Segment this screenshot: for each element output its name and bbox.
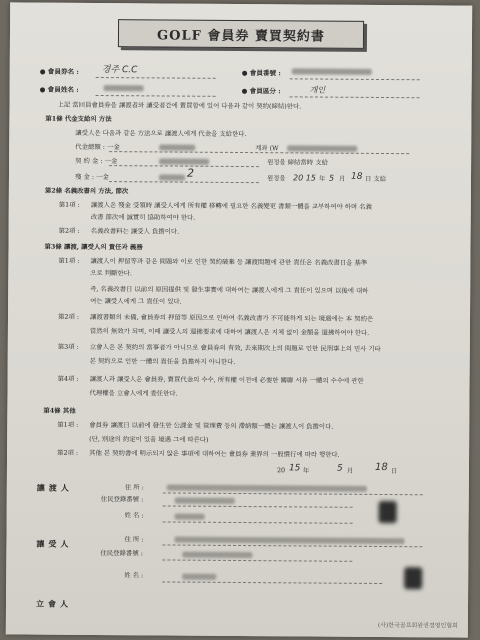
buyer-seal: [404, 567, 422, 589]
date-day: 18: [374, 461, 388, 474]
article1-contract-note: 원정을 締結當時 支給: [267, 158, 329, 167]
seller-name-line: [163, 521, 353, 523]
article3-p4-label: 第4項 :: [57, 374, 79, 383]
seller-id-line: [163, 505, 353, 507]
buyer-name-label: 姓 名 :: [124, 571, 144, 580]
article2-p1-label: 第1項 :: [58, 200, 80, 209]
article1-balance-month: 5: [328, 173, 335, 183]
article1-balance-day-suffix: 日 支給: [364, 174, 387, 184]
seller-address-label: 住 所 :: [124, 483, 144, 492]
seller-address-redacted: [167, 485, 367, 492]
article4-p1-text2: (단, 別途의 約定이 있을 境遇 그에 따른다): [89, 434, 209, 444]
article3-p2-text: 讓渡書類의 未備, 會員券의 押留等 原因으로 인하여 名義改書가 不可能하게 되는 境遇에는 本 契約은: [89, 312, 374, 323]
article2-title: 第2條 名義改書의 方法, 節次: [44, 186, 129, 196]
member-no-line: [290, 78, 420, 80]
article1-contract-line: [109, 165, 259, 167]
seller-address-line: [163, 492, 423, 495]
date-month-suffix: 月: [346, 466, 354, 475]
article3-p1-label: 第1項 :: [58, 256, 80, 265]
member-club-label: ● 會員券名 :: [39, 67, 79, 76]
article3-p2-text2: 當然히 無效가 되며, 이때 讓受人의 還拂要求에 대하여 讓渡人은 지체 없이 金額을 還拂하여야 한다.: [89, 326, 370, 337]
article1-text: 讓受人은 다음과 같은 方法으로 讓渡人에게 代金을 支給한다.: [75, 128, 247, 139]
member-type-label: ● 會員區分 :: [241, 87, 281, 96]
article3-p3-label: 第3項 :: [57, 342, 79, 351]
article4-p2-text: 其他 본 契約書에 明示되지 않은 事項에 대하여는 會員券 業界의 一般慣行에 따라 행한다.: [89, 448, 340, 459]
article1-title: 第1條 代金支給의 方法: [45, 114, 112, 124]
buyer-id-redacted: [182, 552, 252, 558]
article1-account-label: 계좌 (W: [255, 144, 279, 153]
article3-p3-text2: 본 契約으로 인한 一體의 責任을 負擔하지 아니한다.: [89, 356, 236, 366]
buyer-name-line: [162, 581, 382, 584]
article1-balance-day: 18: [350, 171, 363, 182]
member-no-redacted: [292, 68, 372, 75]
article1-balance-redacted: [159, 174, 185, 180]
article3-p4-text2: 代理權을 立會人에게 委任한다.: [89, 388, 178, 398]
member-name-label: ● 會員姓名 :: [39, 85, 79, 94]
date-prefix: 20: [276, 466, 286, 475]
intro-text: 上記 當回員會員券을 讓渡者와 讓受者간에 賣買함에 있어 다음과 같이 契約(締結)한다.: [57, 100, 302, 111]
article3-title: 第3條 讓渡, 讓受人의 責任과 義務: [44, 242, 143, 252]
footer-association: (사)한국골프회원권경영인협회: [377, 621, 458, 630]
member-club-line: [96, 77, 216, 79]
article1-balance-year-suffix: 年: [318, 174, 326, 183]
buyer-name-redacted: [182, 574, 216, 580]
article3-p1-text3: 즉, 名義改書日 以前의 原因提供 및 發生事實에 대하여는 讓渡人에게 그 責任이 있으며 以後에 대하: [90, 284, 369, 295]
article1-balance-month-suffix: 月: [338, 174, 346, 183]
article4-title: 第4條 其他: [43, 406, 76, 415]
date-month: 5: [336, 463, 343, 474]
article1-balance-label: 殘 金 : 一金: [74, 172, 109, 182]
member-type-line: [290, 96, 420, 98]
article3-p4-text: 讓渡人과 讓受人은 會員券, 賣買代金의 수수, 所有權 이전에 必要한 關聯 서류 一體의 수수에 관한: [89, 374, 364, 385]
article1-balance-year: 20 15: [292, 173, 316, 183]
member-name-line: [96, 95, 216, 97]
seller-name-redacted: [175, 514, 205, 520]
article3-p2-label: 第2項 :: [57, 312, 80, 321]
seller-role: 讓渡人: [36, 482, 73, 493]
article1-balance-amount: 2: [186, 166, 195, 180]
member-name-redacted: [104, 85, 144, 91]
witness-role: 立會人: [35, 598, 73, 609]
buyer-role: 讓受人: [36, 538, 73, 549]
date-year: 15: [288, 463, 301, 474]
contract-paper: [6, 2, 472, 637]
article1-balance-line: [109, 181, 259, 183]
buyer-address-redacted: [174, 537, 404, 545]
document-title: GOLF 會員券 賣買契約書: [118, 19, 364, 49]
article3-p1-text4: 여는 讓受人에게 그 責任이 있다.: [90, 296, 182, 306]
article1-account-redacted: [287, 145, 357, 151]
buyer-address-line: [162, 544, 422, 547]
date-day-suffix: 日: [390, 467, 398, 476]
article2-p2-label: 第2項 :: [58, 226, 80, 235]
seller-seal: [379, 501, 397, 523]
article1-balance-note-prefix: 원정을: [266, 174, 286, 183]
seller-id-redacted: [175, 498, 235, 504]
article3-p1-text2: 으로 判斷한다.: [90, 268, 132, 278]
article1-total-redacted: [159, 144, 195, 150]
seller-name-label: 姓 名 :: [124, 511, 144, 520]
article1-total-label: 代金總額 : 一金: [75, 142, 120, 152]
buyer-id-line: [162, 559, 352, 561]
article1-contract-redacted: [159, 158, 209, 164]
article2-p2-text: 名義改書料는 讓受人 負擔이다.: [90, 226, 180, 236]
article4-p1-text: 會員券 讓渡日 以前에 發生한 公課金 및 管理費 등의 滯納額一體는 讓渡人이 負擔이다.: [89, 420, 334, 431]
article4-p2-label: 第2項 :: [57, 448, 79, 457]
article2-p1-text2: 改書 節次에 誠實히 協助하여야 한다.: [90, 212, 196, 222]
seller-id-label: 住民登錄番號 :: [100, 495, 144, 504]
article1-contract-label: 契 約 金 : 一金: [75, 156, 118, 166]
date-year-suffix: 年: [302, 466, 310, 475]
member-type-value: 개인: [309, 85, 326, 95]
buyer-id-label: 住民登錄番號 :: [100, 549, 143, 558]
article2-p1-text: 讓渡人은 殘金 受領時 讓受人에게 所有權 移轉에 필요한 名義變更 書類一體를 교부하여야 하며 名義: [90, 200, 372, 211]
article3-p3-text: 立會人은 본 契約의 當事者가 아니므로 會員券의 有效, 去來期次上의 問題로 인한 民刑事上의 민사 기타: [89, 342, 381, 353]
member-no-label: ● 會員番號 :: [241, 69, 281, 78]
member-club-value: 경주 C.C: [101, 65, 138, 76]
buyer-address-label: 住 所 :: [124, 535, 144, 544]
article3-p1-text: 讓渡人이 押留等과 같은 問題와 이로 인한 契約破棄 등 讓渡問題에 관한 責任은 名義改書日을 基準: [90, 256, 368, 267]
article4-p1-label: 第1項 :: [57, 420, 79, 429]
